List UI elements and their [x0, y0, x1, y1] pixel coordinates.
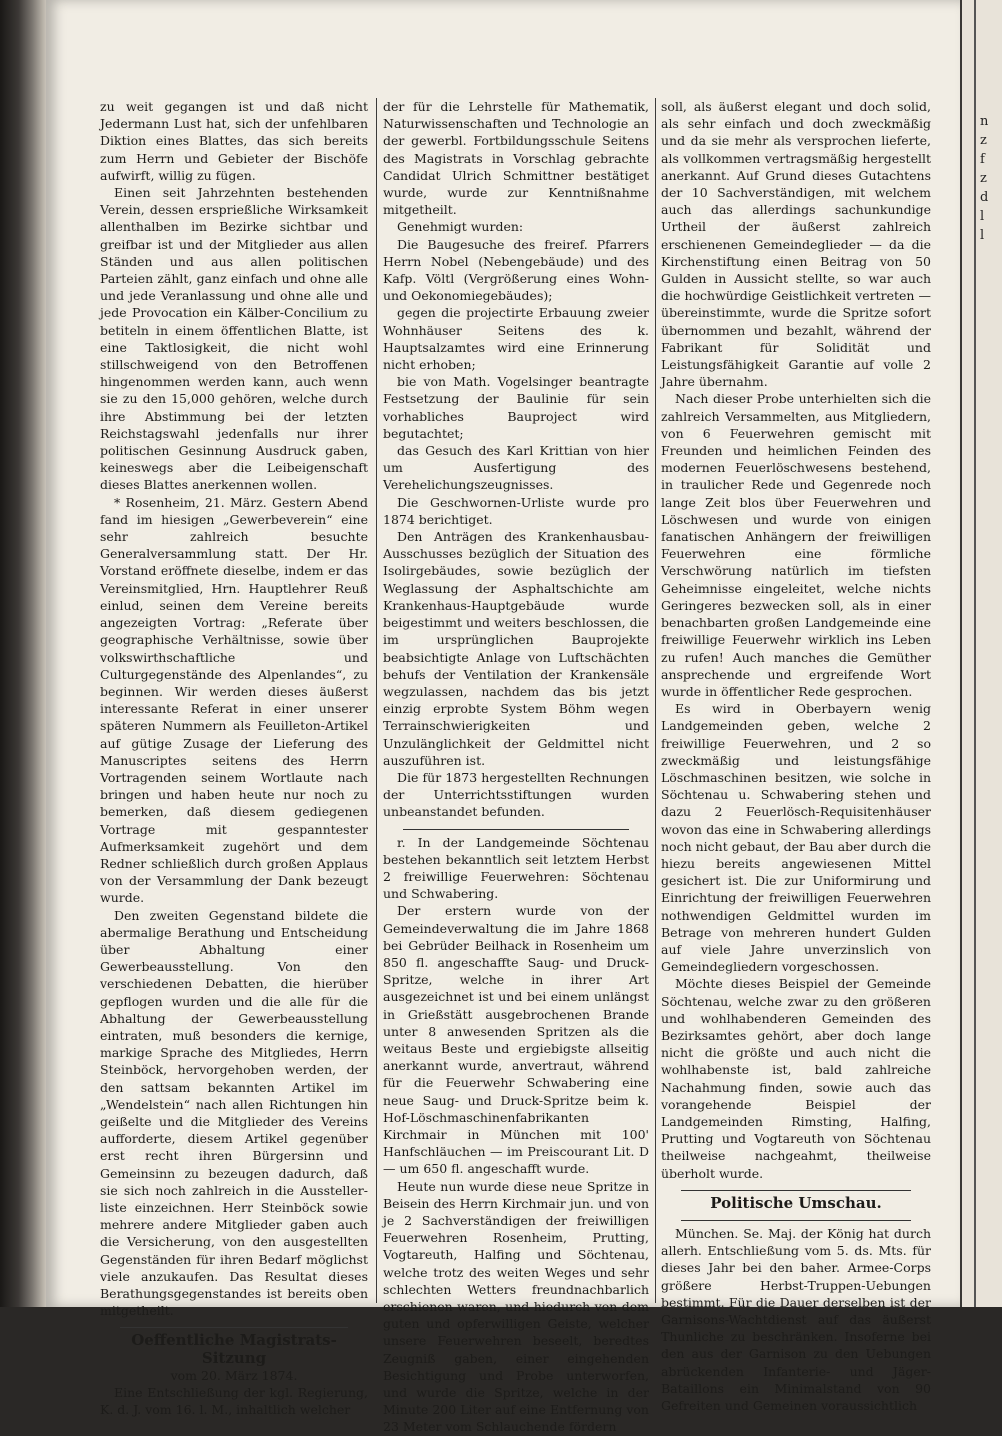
column-rule-1	[376, 98, 377, 1303]
paragraph: Den zweiten Gegenstand bildete die abermalige Berathung und Entscheidung über Abhaltung einer Gewerbeausstellung. Von den verschiedenen Debatten, die hierüber gepflogen wurden und die alle für die Abhaltung der Gewerbeausstellung eintraten, muß besonders die kernige, markige Sprache des Mitgliedes, Herrn Steinböck, hervorgehoben werden, der den sattsam bekannten Artikel im „Wendelstein“ nach allen Richtungen hin geißelte und die Mitglieder des Vereins aufforderte, diesem Artikel gegenüber erst recht ihren Bürgersinn und Gemeinsinn zu bezeugen dadurch, daß sie sich noch zahlreich in die Aussteller-liste einzeichnen. Herr Steinböck sowie mehrere andere Mitglieder gaben auch die Versicherung, von den ausgestellten Gegenständen für ihren Bedarf möglichst viele anzukaufen. Das Resultat dieses Berathungsgegenstandes ist bereits oben mitgetheilt.	[100, 907, 368, 1319]
section-title-magistrat: Oeffentliche Magistrats-Sitzung	[131, 1331, 337, 1367]
section-date: vom 20. März 1874.	[170, 1367, 298, 1383]
paragraph: Der erstern wurde von der Gemeindeverwaltung die im Jahre 1868 bei Gebrüder Beilhack in Rosenheim um 850 fl. angeschaffte Saug- und Druck-Spritze, welche in ihrer Art ausgezeichnet ist und bei einem unlängst in Grießstätt ausgebrochenen Brande unter 8 anwesenden Spritzen als die weitaus Beste und ergiebigste allseitig anerkannt wurde, anvertraut, während für die Feuerwehr Schwabering eine neue Saug- und Druck-Spritze beim k. Hof-Löschmaschinenfabrikanten Kirchmair in München mit 100' Hanfschläuchen — im Preiscourant Lit. D — um 650 fl. angeschafft wurde.	[383, 903, 649, 1177]
paragraph: Die für 1873 hergestellten Rechnungen der Unterrichtsstiftungen wurden unbeanstandet befunden.	[383, 769, 649, 820]
paragraph: der für die Lehrstelle für Mathematik, Naturwissenschaften und Technologie an der gewerbl. Fortbildungsschule Seitens des Magistrats in Vorschlag gebrachte Candidat Ulrich Schmittner bestätiget wurde, wurde zur Kenntnißnahme mitgetheilt.	[383, 99, 649, 218]
paragraph: Einen seit Jahrzehnten bestehenden Verein, dessen ersprießliche Wirksamkeit allenthalben im Bezirke sichtbar und greifbar ist und der Mitglieder aus allen Ständen und aus allen politischen Parteien zählt, ganz einfach und ohne alle und jede Veranlassung und ohne alle und jede Provocation ein Kälber-Concilium zu betiteln in einem öffentlichen Blatte, ist eine Taktlosigkeit, die nicht wohl stillschweigend von den Betroffenen hingenommen werden kann, auch wenn sie zu den 15,000 gehören, welche durch ihre Abstimmung bei der letzten Reichstagswahl jedenfalls nur ihrer politischen Gesinnung Ausdruck gaben, keineswegs aber die Leibeigenschaft dieses Blattes anerkennen wollen.	[100, 185, 368, 493]
divider	[681, 1220, 911, 1221]
paragraph: das Gesuch des Karl Krittian von hier um Ausfertigung des Verehelichungszeugnisses.	[383, 443, 649, 493]
paragraph: gegen die projectirte Erbauung zweier Wohnhäuser Seitens des k. Hauptsalzamtes wird eine Erinnerung nicht erhoben;	[383, 305, 649, 373]
next-page-text: n z f z d l l	[980, 114, 989, 243]
paragraph: Genehmigt wurden:	[397, 219, 524, 235]
paragraph: München. Se. Maj. der König hat durch allerh. Entschließung vom 5. ds. Mts. für dieses Jahr bei den baher. Armee-Corps größere Herbst-Truppen-Uebungen bestimmt. Für die Dauer derselben ist der Garnisons-Wachtdienst auf das äußerst Thunliche zu beschränken. Insoferne bei den aus der Garnison zu den Uebungen abrückenden Infanterie- und Jäger-Bataillons ein Minimalstand von 90 Gefreiten und Gemeinen voraussichtlich	[661, 1226, 931, 1414]
next-page-edge	[960, 0, 1002, 1307]
column-rule-2	[655, 98, 656, 1303]
column-2	[383, 98, 649, 1435]
paragraph: Die Baugesuche des freiref. Pfarrers Herrn Nobel (Nebengebäude) und des Kafp. Völtl (Vergrößerung eines Wohn- und Oekonomiegebäudes);	[383, 236, 649, 304]
divider	[403, 829, 629, 830]
paragraph: Die Geschwornen-Urliste wurde pro 1874 berichtiget.	[383, 494, 649, 527]
paragraph: soll, als äußerst elegant und doch solid, als sehr einfach und doch zweckmäßig und da sie mehr als versprochen lieferte, als vollkommen vertragsmäßig hergestellt anerkannt. Auf Grund dieses Gutachtens der 10 Sachverständigen, mit welchem auch das allerdings sachunkundige Urtheil der äußerst zahlreich erschienenen Gemeindeglieder — da die Kirchenstiftung einen Beitrag von 50 Gulden in Aussicht stellte, so war auch die hochwürdige Geistlichkeit vertreten — übereinstimmte, wurde die Spritze sofort übernommen und bezahlt, während der Fabrikant für Solidität und Leistungsfähigkeit Garantie auf volle 2 Jahre übernahm.	[661, 99, 931, 390]
paragraph: * Rosenheim, 21. März. Gestern Abend fand im hiesigen „Gewerbeverein“ eine sehr zahlreich besuchte Generalversammlung statt. Der Hr. Vorstand eröffnete dieselbe, indem er das Vereinsmitglied, Hrn. Hauptlehrer Reuß einlud, seinen dem Vereine bereits angezeigten Vortrag: „Referate über geographische Verhältnisse, sowie über volkswirthschaftliche und Culturgegenstände des Alpenlandes“, zu beginnen. Wir werden dieses äußerst interessante Referat in einer unserer späteren Nummern als Feuilleton-Artikel auf gütige Zusage der Lieferung des Manuscriptes seitens des Herrn Vortragenden seinem Wortlaute nach bringen und haben heute nur noch zu bemerken, daß diesem gediegenen Vortrage mit gespanntester Aufmerksamkeit zugehört und dem Redner schließlich durch großen Applaus von der Versammlung der Dank bezeugt wurde.	[100, 494, 368, 906]
paragraph: bie von Math. Vogelsinger beantragte Festsetzung der Baulinie für sein vorhabliches Bauproject wird begutachtet;	[383, 374, 649, 441]
paragraph: Möchte dieses Beispiel der Gemeinde Söchtenau, welche zwar zu den größeren und wohlhabenderen Gemeinden des Bezirksamtes gehört, aber doch lange nicht die größte und auch nicht die wohlhabenste ist, bald zahlreiche Nachahmung finden, sowie auch das vorangehende Beispiel der Landgemeinden Rimsting, Halfing, Prutting und Vogtareuth von Söchtenau theilweise nachgeahmt, theilweise überholt wurde.	[661, 976, 931, 1181]
paragraph: zu weit gegangen ist und daß nicht Jedermann Lust hat, sich der unfehlbaren Diktion eines Blattes, das sich bereits zum Herrn und Gebieter der Bischöfe aufwirft, willig zu fügen.	[100, 99, 368, 183]
divider	[120, 1327, 348, 1328]
column-1	[100, 98, 368, 1418]
paragraph: Nach dieser Probe unterhielten sich die zahlreich Versammelten, aus Mitgliedern, von 6 Feuerwehren gemischt mit Freunden und heimlichen Feinden des modernen Feuerlöschwesens bestehend, in traulicher Rede und Gegenrede noch lange Zeit blos über Feuerwehren und Löschwesen und wurde von einigen fanatischen Anhängern der freiwilligen Feuerwehren eine förmliche Verschwörung natürlich im tiefsten Geheimnisse eingeleitet, welche nichts Geringeres bezwecken soll, als in einer benachbarten großen Landgemeinde eine freiwillige Feuerwehr wirklich ins Leben zu rufen! Auch manches die Gemüther ansprechende und ergreifende Wort wurde in öffentlicher Rede gesprochen.	[661, 391, 931, 699]
page-gutter-line	[974, 0, 976, 1307]
paragraph: Es wird in Oberbayern wenig Landgemeinden geben, welche 2 freiwillige Feuerwehren, und 2 so zweckmäßig und leistungsfähige Löschmaschinen besitzen, wie solche in Söchtenau u. Schwabering stehen und dazu 2 Feuerlösch-Requisitenhäuser wovon das eine in Schwabering allerdings noch nicht gebaut, der Bau aber durch die hiezu bereits angewiesenen Mittel gesichert ist. Die zur Uniformirung und Einrichtung der freiwilligen Feuerwehren nothwendigen Geldmittel wurden im Betrage von mehreren hundert Gulden auf viele Jahre unverzinslich von Gemeindegliedern vorgeschossen.	[661, 701, 931, 975]
column-3	[661, 98, 931, 1414]
paragraph: Den Anträgen des Krankenhausbau-Ausschusses bezüglich der Situation des Isolirgebäudes, sowie bezüglich der Weglassung der Asphaltschichte am Krankenhaus-Hauptgebäude wurde beigestimmt und weiters beschlossen, die im ursprünglichen Bauprojekte beabsichtigte Anlage von Luftschächten behufs der Ventilation der Krankensäle wegzulassen, nachdem das bis jetzt einzig erprobte System Böhm wegen Terrainschwierigkeiten und Unzulänglichkeit der Geldmittel nicht auszuführen ist.	[383, 529, 649, 768]
paragraph: Heute nun wurde diese neue Spritze in Beisein des Herrn Kirchmair jun. und von je 2 Sachverständigen der freiwilligen Feuerwehren Rosenheim, Prutting, Vogtareuth, Halfing und Söchtenau, welche trotz des weiten Weges und sehr schlechten Wetters freundnachbarlich erschienen waren, und hiedurch von dem guten und opferwilligen Geiste, welcher unsere Feuerwehren beseelt, beredtes Zeugniß gaben, einer eingehenden Besichtigung und Probe unterworfen, und wurde die Spritze, welche in der Minute 200 Liter auf eine Entfernung von 23 Meter vom Schlauchende fördern	[383, 1178, 649, 1435]
divider	[681, 1190, 911, 1191]
book-spine	[0, 0, 46, 1307]
section-title-politische-umschau: Politische Umschau.	[710, 1193, 882, 1212]
paragraph: Eine Entschließung der kgl. Regierung, K. d. J. vom 16. l. M., inhaltlich welcher	[100, 1385, 368, 1418]
paragraph: r. In der Landgemeinde Söchtenau bestehen bekanntlich seit letztem Herbst 2 freiwillige Feuerwehren: Söchtenau und Schwabering.	[383, 834, 649, 902]
